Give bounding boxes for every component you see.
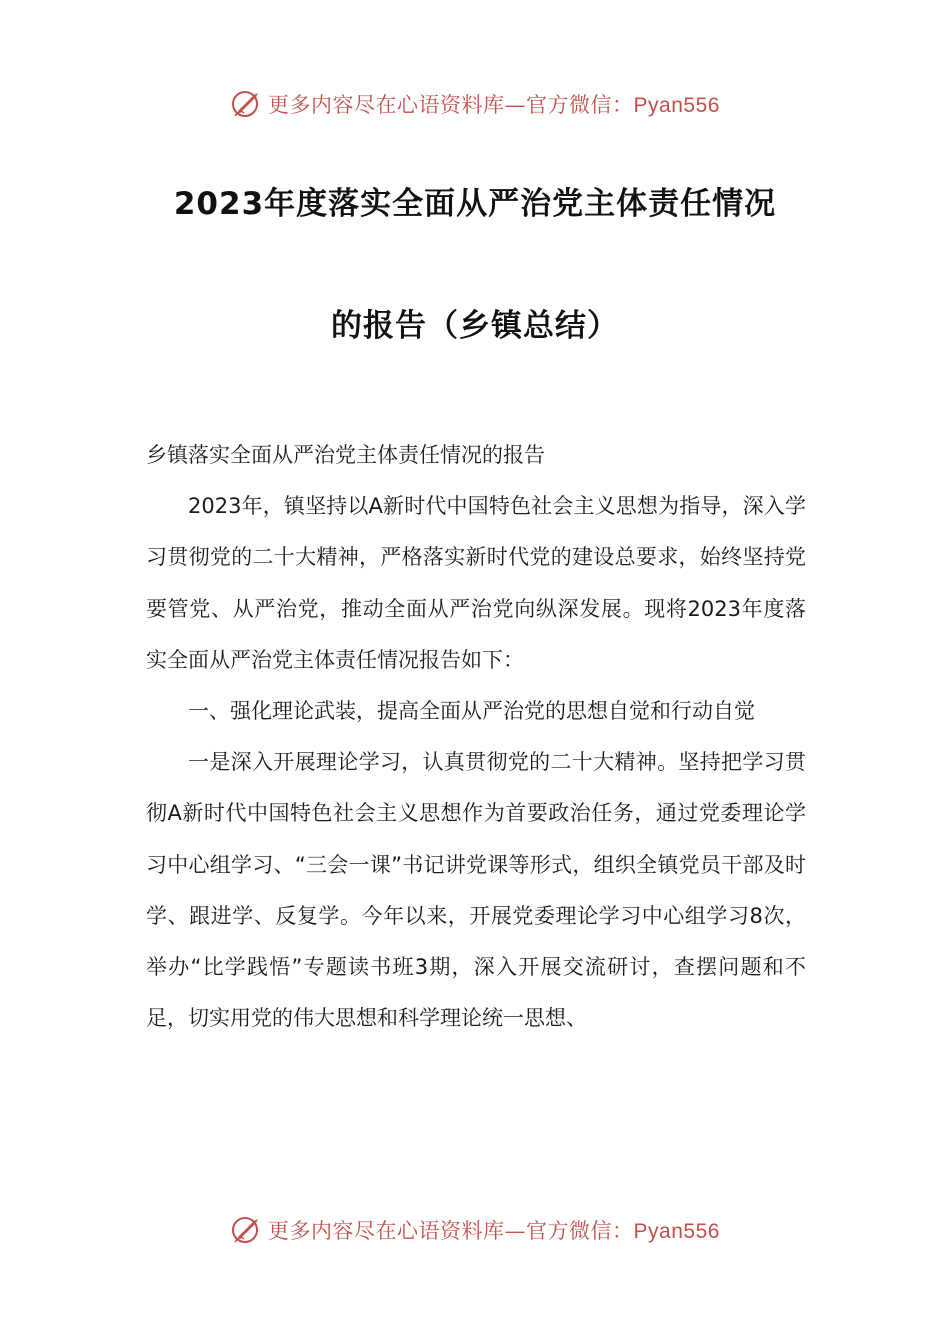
footer-watermark bbox=[0, 1210, 950, 1250]
watermark-wechat-id: Pyan556 bbox=[633, 1220, 720, 1243]
pen-logo-icon bbox=[230, 1213, 264, 1247]
header-watermark bbox=[0, 84, 950, 124]
watermark-prefix: 更多内容尽在心语资料库—官方微信： bbox=[268, 1219, 634, 1243]
watermark-prefix: 更多内容尽在心语资料库—官方微信： bbox=[268, 93, 634, 117]
section-heading-1: 一、强化理论武装，提高全面从严治党的思想自觉和行动自觉 bbox=[188, 699, 755, 724]
document-title-line-2: 的报告（乡镇总结） bbox=[331, 308, 619, 344]
pen-logo-icon bbox=[230, 87, 264, 121]
intro-paragraph: 2023年，镇坚持以A新时代中国特色社会主义思想为指导，深入学习贯彻党的二十大精神，严格落实新时代党的建设总要求，始终坚持党要管党、从严治党，推动全面从严治党向纵深发展。现将2023年度落实全面从严治党主体责任情况报告如下： bbox=[146, 494, 806, 672]
document-body bbox=[146, 430, 806, 1044]
document-title-line-1: 2023年度落实全面从严治党主体责任情况 bbox=[173, 186, 777, 222]
report-subtitle: 乡镇落实全面从严治党主体责任情况的报告 bbox=[146, 443, 545, 467]
watermark-wechat-id: Pyan556 bbox=[633, 94, 720, 117]
watermark-text bbox=[268, 1215, 720, 1245]
watermark-text bbox=[268, 89, 720, 119]
body-paragraph-2: 一是深入开展理论学习，认真贯彻党的二十大精神。坚持把学习贯彻A新时代中国特色社会主义思想作为首要政治任务，通过党委理论学习中心组学习、“三会一课”书记讲党课等形式，组织全镇党员干部及时学、跟进学、反复学。今年以来，开展党委理论学习中心组学习8次，举办“比学践悟”专题读书班3期，深入开展交流研讨，查摆问题和不足，切实用党的伟大思想和科学理论统一思想、 bbox=[146, 750, 806, 1031]
